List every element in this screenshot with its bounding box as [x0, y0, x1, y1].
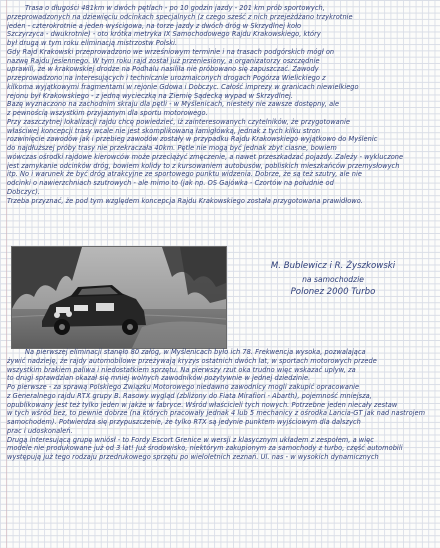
text-line: wówczas ośrodki rajdowe kierowców może przeciążyć zmęczenie, a nawet przeszkadzać pojazdy. Zależy - wykluczone [7, 152, 404, 161]
text-line: Drugą interesującą grupę wniósł - to Fordy Escort Grenice w wersji z klasycznym układem z zespołem, a więc [7, 435, 374, 444]
caption-crew-names: M. Bublewicz i R. Żyszkowski [270, 261, 396, 271]
photo-caption [228, 260, 438, 340]
text-line: z pewnością wszystkim przyjaznym dla sportu motorowego. [7, 109, 208, 117]
handwritten-text-block-bottom [7, 348, 435, 462]
text-line: wszystkim brakiem paliwa i niedostatkiem sprzętu. Na pierwszy rzut oka trudno więc wskazać uplyw, za [7, 365, 356, 374]
text-line: odcinki o nawierzchniach szutrowych - ale mimo to (jak np. OS Gajówka - Czortów na południe od [7, 179, 334, 187]
text-line: uprawili, że w krakowskiej drodze na Podhalu nasiliła nie próbowano się zapuszczać. Zawody [7, 65, 319, 74]
text-line: prac i udoskonaleń. [7, 426, 73, 435]
text-line: Gdy Rajd Krakowski przeprowadzono we wrześniowym terminie i na trasach podgórskich mógł on [7, 47, 335, 56]
text-line: rejonu był Krakowskiego - z jedną wycieczką na Ziemię Sądecką wypad w Skrzydlnej. [7, 91, 293, 100]
text-line: właściwej koncepcji trasy wcale nie jest skomplikowaną łamigłówką, jednak z tych kilku stron [7, 126, 321, 135]
caption-car-model: Polonez 2000 Turbo [290, 287, 376, 297]
text-line: do najdłuższej próby trasy nie przekraczała 40km. Pętle nie mogą być jednak zbyt ciasne, bowiem [7, 144, 337, 152]
text-line: jest zamykanie odcinków dróg, bowiem kolidy to z kursowaniem autobusów, pobliskich mieszkańców przemysłowych [7, 161, 400, 170]
text-line: Po pierwsze - za sprawą Polskiego Związku Motorowego niedawno zawodnicy mogli zakupić opracowanie [7, 383, 360, 391]
handwritten-text-block-top [7, 4, 435, 205]
text-line: Bazę wyznaczono na zachodnim skraju dla pętli - w Myślenicach, niestety nie zawsze dostępny, ale [7, 100, 340, 109]
text-line: przeprowadzonych na dziewięciu odcinkach specjalnych (z czego sześć z nich przejeżdżano trzykrotnie [7, 12, 353, 21]
text-line: żywić nadzieję, że rajdy automobilowe przeżywają kryzys ostatnich dwóch lat, w sportach motorowych przede [7, 356, 377, 365]
text-line: z Generalnego rajdu RTX grupy B. Rasowy wygląd (zbliżony do Fiata Mirafiori - Abarth), pojemność mniejsza, [7, 391, 372, 400]
text-line: nazwę Rajdu Jesiennego. W tym roku rajd został już przeniesiony, a organizatorzy oszczędnie [7, 56, 320, 65]
rally-car-photo [11, 246, 227, 349]
text-line: przeprowadzono na interesujących i technicznie urozmaiconych drogach Pogórza Wielickiego z [7, 74, 326, 82]
text-line: to drugi sprawdzian okazał się mniej wolnych zawodników pozytywnie w jednej dziedzinie. [7, 374, 311, 383]
text-line: jeden - czterokrotnie a jeden wyścigowa, na torze jazdy z dwóch dróg w Skrzydlnej koło [7, 21, 302, 30]
text-line: Szczyrzyca - dwukrotnie) - oto krótka metryka IX Samochodowego Rajdu Krakowskiego, który [7, 30, 321, 39]
text-line: kilkoma wyjątkowymi fragmentami w rejonie Gdowa i Dobczyc. Całość imprezy w granicach niewielkiego [7, 82, 359, 91]
text-line: występują już tego rodzaju przedrukowego sprzętu po wieloletnich zeznań. Ul. nas - w wysokich dynamicznych [7, 453, 379, 461]
text-line: Dobczyc). [7, 187, 41, 196]
text-line: rozwinięcie zawodów jak i przebieg zawodów zostały w przypadku Rajdu Krakowskiego wyjątkowo do Myślenic [7, 135, 378, 144]
text-line: Na pierwszej eliminacji stanęło 80 załóg, w Myślenicach było ich 78. Frekwencja wysoka, pozwalająca [25, 348, 366, 356]
caption-connector: na samochodzie [302, 275, 364, 284]
text-line: był drugą w tym roku eliminacją mistrzostw Polski. [7, 39, 178, 47]
text-line: Trzeba przyznać, że pod tym względem koncepcja Rajdu Krakowskiego została przygotowana prawidłowo. [7, 196, 363, 205]
text-line: w tych wśród bez, to pewnie dobrze (na których pracowały jednak 4 lub 5 mechanicy z ośrodka Lancia-GT jak nad nastrojem [7, 409, 426, 418]
text-line: opublikowany jest też tylko jeden w jakże w fabryce. Wśród właścicieli tych nowych. Potrzebne jeden niecały zestaw [7, 400, 398, 409]
text-line: itp. No i warunek że być dróg atrakcyjne ze sportowego punktu widzenia. Dobrze, że są też szutry, ale nie [7, 170, 362, 179]
text-line: Trasa o długości 481km w dwóch pętlach - po 10 godzin jazdy - 201 km prób sportowych, [25, 4, 325, 12]
text-line: modele nie produkowane już od 3 lat! Już środowisko, niektórym zakupionym za samochody z turbo, część automobili [7, 444, 403, 453]
text-line: samochodem). Potwierdza się przypuszczenie, że tylko RTX są jedynie punktem wyjściowym dla dalszych [7, 418, 361, 426]
text-line: Przy zaszczytnej lokalizacji rajdu chcę powiedzieć, iż zainteresowanych czytelników, że przygotowanie [7, 117, 350, 126]
